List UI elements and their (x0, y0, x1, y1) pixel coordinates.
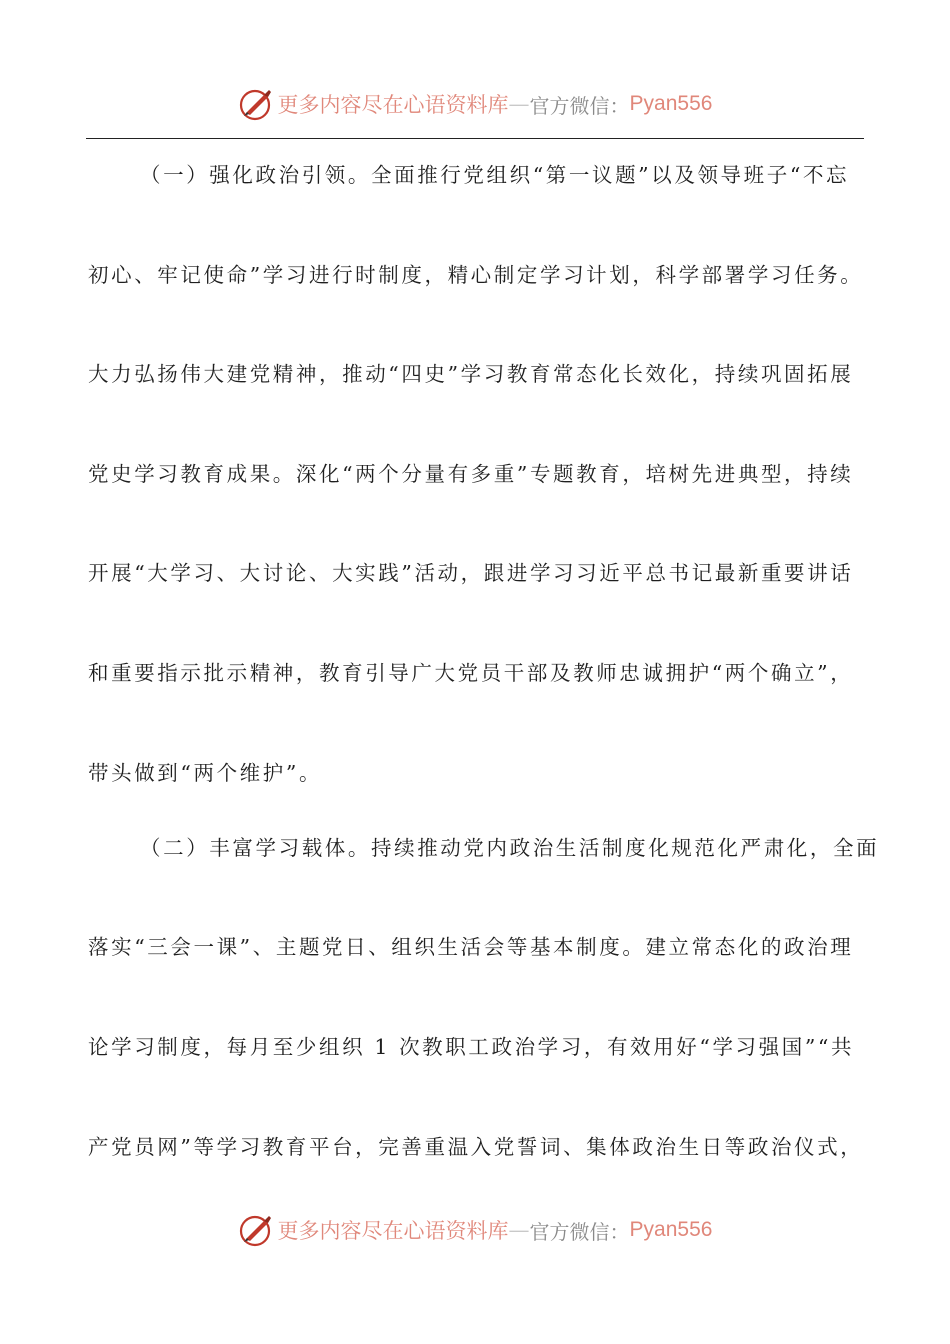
footer-dash: — (508, 1218, 530, 1242)
paragraph-line: 产党员网”等学习教育平台，完善重温入党誓词、集体政治生日等政治仪式， (88, 1135, 864, 1159)
header-banner (0, 84, 950, 124)
paragraph-line: 党史学习教育成果。深化“两个分量有多重”专题教育，培树先进典型，持续 (88, 462, 854, 486)
pen-seal-icon (238, 1212, 274, 1248)
header-wechat-id: Pyan556 (629, 92, 713, 115)
paragraph-line: 开展“大学习、大讨论、大实践”活动，跟进学习习近平总书记最新重要讲话 (88, 561, 854, 585)
paragraph-line: 初心、牢记使命”学习进行时制度，精心制定学习计划，科学部署学习任务。 (88, 263, 864, 287)
paragraph-line: 论学习制度，每月至少组织 1 次教职工政治学习，有效用好“学习强国”“共 (88, 1035, 855, 1059)
paragraph-line: 落实“三会一课”、主题党日、组织生活会等基本制度。建立常态化的政治理 (88, 935, 854, 959)
footer-wechat-id: Pyan556 (629, 1218, 713, 1241)
paragraph-line: （二）丰富学习载体。持续推动党内政治生活制度化规范化严肃化，全面 (140, 836, 880, 860)
header-official-label: 官方微信： (529, 93, 630, 118)
footer-banner (0, 1210, 950, 1250)
paragraph-line: （一）强化政治引领。全面推行党组织“第一议题”以及领导班子“不忘 (140, 163, 850, 187)
footer-official-label: 官方微信： (529, 1219, 630, 1244)
header-divider (86, 138, 864, 139)
paragraph-line: 带头做到“两个维护”。 (88, 761, 323, 785)
pen-seal-icon (238, 86, 274, 122)
header-dash: — (508, 92, 530, 116)
header-brand-text: 更多内容尽在心语资料库 (277, 93, 509, 117)
paragraph-line: 大力弘扬伟大建党精神，推动“四史”学习教育常态化长效化，持续巩固拓展 (88, 362, 854, 386)
paragraph-line: 和重要指示批示精神，教育引导广大党员干部及教师忠诚拥护“两个确立”， (88, 661, 854, 685)
footer-brand-text: 更多内容尽在心语资料库 (277, 1219, 509, 1243)
